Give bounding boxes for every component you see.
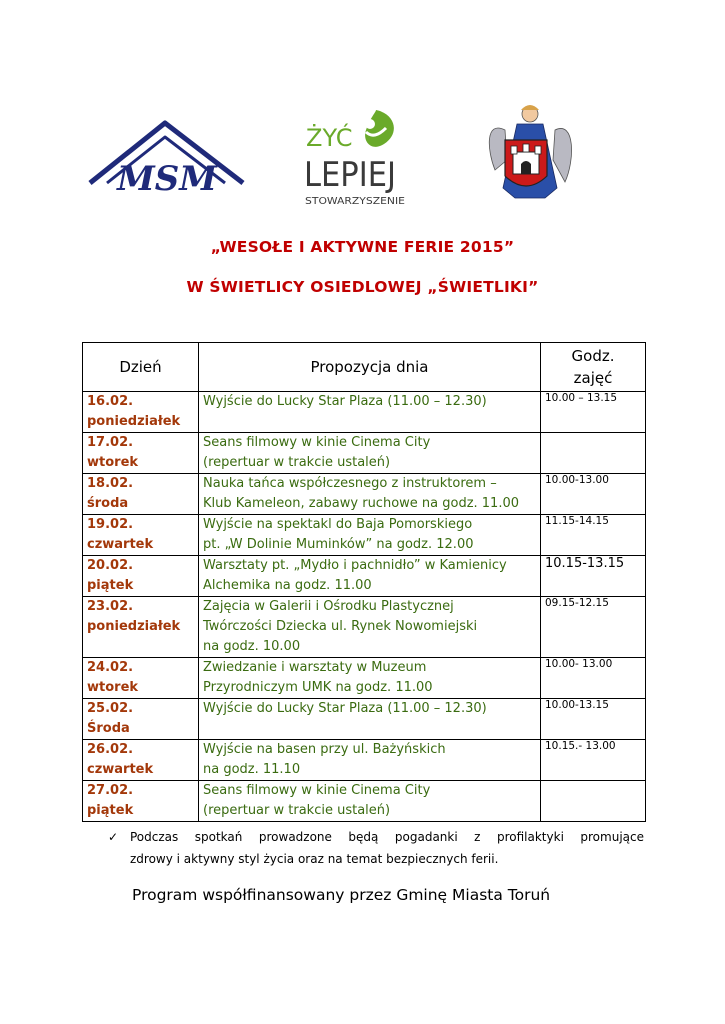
proposal-cell <box>199 740 541 781</box>
day-cell <box>83 597 199 658</box>
weekday: piątek <box>87 578 134 593</box>
day-cell <box>83 515 199 556</box>
proposal-cell <box>199 781 541 822</box>
proposal-line: (repertuar w trakcie ustaleń) <box>203 455 391 470</box>
header-time-line2: zajęć <box>573 369 613 387</box>
time-cell: 10.00 – 13.15 <box>541 392 646 433</box>
proposal-line: Warsztaty pt. „Mydło i pachnidło” w Kamienicy <box>203 558 507 573</box>
table-header-row <box>83 343 646 392</box>
proposal-line: Klub Kameleon, zabawy ruchowe na godz. 11.00 <box>203 496 520 511</box>
proposal-cell <box>199 515 541 556</box>
proposal-line: Seans filmowy w kinie Cinema City <box>203 435 431 450</box>
title-line-1: „WESOŁE I AKTYWNE FERIE 2015” <box>210 238 515 256</box>
day-cell <box>83 781 199 822</box>
time-cell: 10.00-13.00 <box>541 474 646 515</box>
proposal-line: Zwiedzanie i warsztaty w Muzeum <box>203 660 427 675</box>
day-cell <box>83 433 199 474</box>
weekday: poniedziałek <box>87 414 181 429</box>
time-cell: 10.00- 13.00 <box>541 658 646 699</box>
proposal-line: na godz. 11.10 <box>203 762 301 777</box>
weekday: środa <box>87 496 129 511</box>
proposal-line: Wyjście na spektakl do Baja Pomorskiego <box>203 517 473 532</box>
date: 26.02. <box>87 742 134 757</box>
date: 23.02. <box>87 599 134 614</box>
day-cell <box>83 699 199 740</box>
footer-text: Program współfinansowany przez Gminę Miasta Toruń <box>132 886 551 904</box>
zyc-line2: LEPIEJ <box>304 155 396 195</box>
table-row <box>83 658 646 699</box>
zyc-lepiej-logo <box>300 100 415 210</box>
proposal-cell <box>199 597 541 658</box>
header-proposal: Propozycja dnia <box>199 343 541 392</box>
proposal-line: pt. „W Dolinie Muminków” na godz. 12.00 <box>203 537 474 552</box>
msm-logo <box>85 115 250 195</box>
proposal-cell <box>199 699 541 740</box>
zyc-line3: STOWARZYSZENIE <box>305 196 405 207</box>
checkmark-icon: ✓ <box>108 830 119 844</box>
proposal-line: Twórczości Dziecka ul. Rynek Nowomiejski <box>203 619 478 634</box>
msm-text: MSM <box>117 159 217 195</box>
date: 25.02. <box>87 701 134 716</box>
torun-coat-of-arms <box>485 100 575 205</box>
day-cell <box>83 658 199 699</box>
schedule-table <box>82 342 646 822</box>
note-line-2: zdrowy i aktywny styl życia oraz na temat bezpiecznych ferii. <box>130 852 499 866</box>
proposal-line: Wyjście na basen przy ul. Bażyńskich <box>203 742 446 757</box>
day-cell <box>83 556 199 597</box>
proposal-cell <box>199 392 541 433</box>
proposal-line: Seans filmowy w kinie Cinema City <box>203 783 431 798</box>
header-time <box>541 343 646 392</box>
zyc-line1: ŻYĆ <box>306 124 353 152</box>
day-cell <box>83 474 199 515</box>
proposal-line: Wyjście do Lucky Star Plaza (11.00 – 12.30) <box>203 394 487 409</box>
table-row <box>83 392 646 433</box>
note-line-1: Podczas spotkań prowadzone będą pogadanki z profilaktyki promujące <box>130 830 644 844</box>
day-cell <box>83 740 199 781</box>
proposal-cell <box>199 556 541 597</box>
zyc-figure-head-icon <box>365 119 375 129</box>
proposal-line: Alchemika na godz. 11.00 <box>203 578 372 593</box>
time-cell: 10.15-13.15 <box>541 556 646 597</box>
table-row <box>83 740 646 781</box>
date: 17.02. <box>87 435 134 450</box>
weekday: wtorek <box>87 680 139 695</box>
header-day: Dzień <box>83 343 199 392</box>
date: 27.02. <box>87 783 134 798</box>
time-cell <box>541 433 646 474</box>
proposal-line: Wyjście do Lucky Star Plaza (11.00 – 12.30) <box>203 701 487 716</box>
proposal-line: Zajęcia w Galerii i Ośrodku Plastycznej <box>203 599 454 614</box>
proposal-cell <box>199 658 541 699</box>
header-time-line1: Godz. <box>571 347 615 365</box>
table-row <box>83 474 646 515</box>
angel-wing-left-icon <box>489 128 507 170</box>
day-cell <box>83 392 199 433</box>
weekday: czwartek <box>87 762 154 777</box>
table-row <box>83 556 646 597</box>
angel-wing-right-icon <box>553 128 572 182</box>
proposal-line: (repertuar w trakcie ustaleń) <box>203 803 391 818</box>
weekday: poniedziałek <box>87 619 181 634</box>
time-cell <box>541 781 646 822</box>
date: 19.02. <box>87 517 134 532</box>
weekday: piątek <box>87 803 134 818</box>
proposal-cell <box>199 433 541 474</box>
table-row <box>83 781 646 822</box>
time-cell: 10.15.- 13.00 <box>541 740 646 781</box>
time-cell: 10.00-13.15 <box>541 699 646 740</box>
date: 18.02. <box>87 476 134 491</box>
proposal-line: Przyrodniczym UMK na godz. 11.00 <box>203 680 433 695</box>
title-line-2: W ŚWIETLICY OSIEDLOWEJ „ŚWIETLIKI” <box>186 278 539 296</box>
proposal-line: na godz. 10.00 <box>203 639 301 654</box>
table-row <box>83 597 646 658</box>
table-row <box>83 699 646 740</box>
time-cell: 09.15-12.15 <box>541 597 646 658</box>
weekday: czwartek <box>87 537 154 552</box>
table-row <box>83 515 646 556</box>
proposal-line: Nauka tańca współczesnego z instruktorem – <box>203 476 497 491</box>
weekday: wtorek <box>87 455 139 470</box>
table-row <box>83 433 646 474</box>
time-cell: 11.15-14.15 <box>541 515 646 556</box>
date: 20.02. <box>87 558 134 573</box>
weekday: Środa <box>87 721 130 736</box>
date: 24.02. <box>87 660 134 675</box>
proposal-cell <box>199 474 541 515</box>
date: 16.02. <box>87 394 134 409</box>
